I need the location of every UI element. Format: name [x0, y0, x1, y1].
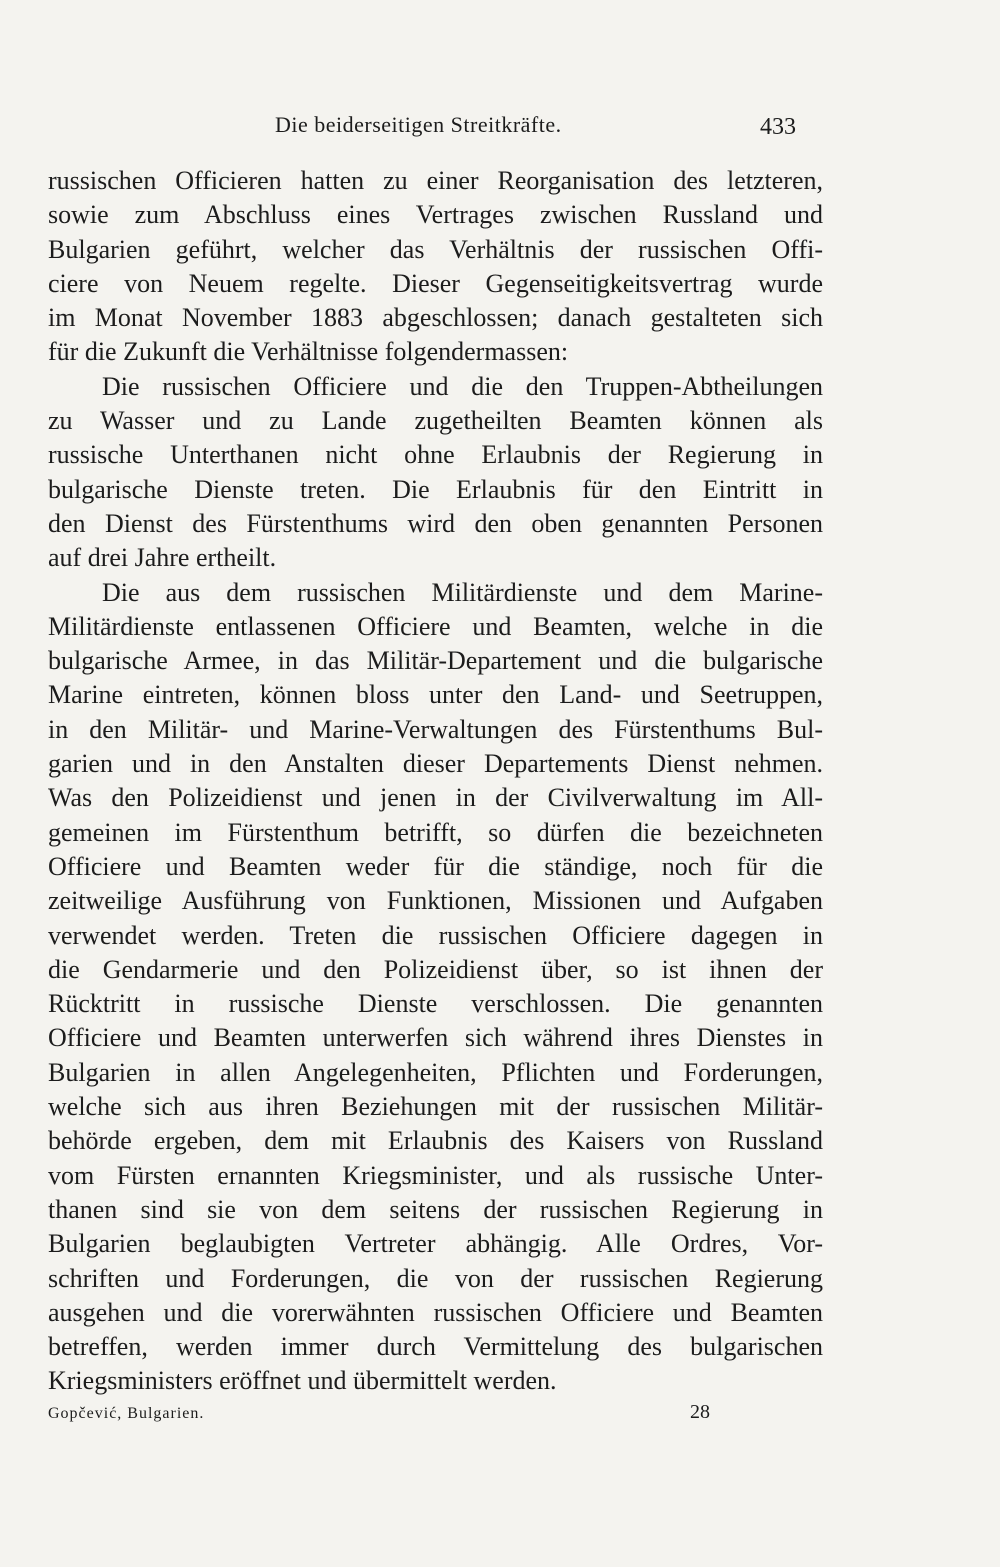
- text-line: Kriegsministers eröffnet und übermittelt werden.: [48, 1366, 557, 1396]
- text-line: Officiere und Beamten unterwerfen sich während ihres Dienstes in: [48, 1023, 823, 1053]
- text-line: bulgarische Dienste treten. Die Erlaubnis für den Eintritt in: [48, 474, 823, 504]
- text-line: Bulgarien geführt, welcher das Verhältnis der russischen Offi-: [48, 234, 823, 264]
- text-line: verwendet werden. Treten die russischen Officiere dagegen in: [48, 920, 823, 950]
- text-line: Was den Polizeidienst und jenen in der Civilverwaltung im All-: [48, 783, 823, 813]
- body-text: [48, 164, 823, 1399]
- text-line: gemeinen im Fürstenthum betrifft, so dürfen die bezeichneten: [48, 817, 823, 847]
- page-number: 433: [760, 114, 796, 140]
- text-line: vom Fürsten ernannten Kriegsminister, und als russische Unter-: [48, 1160, 823, 1190]
- text-line: Die aus dem russischen Militärdienste und dem Marine-: [102, 577, 823, 607]
- text-line: schriften und Forderungen, die von der russischen Regierung: [48, 1263, 823, 1293]
- text-line: die Gendarmerie und den Polizeidienst über, so ist ihnen der: [48, 954, 823, 984]
- text-line: betreffen, werden immer durch Vermittelung des bulgarischen: [48, 1332, 823, 1362]
- text-line: Die russischen Officiere und die den Truppen-Abtheilungen: [102, 371, 823, 401]
- text-line: in den Militär- und Marine-Verwaltungen des Fürstenthums Bul-: [48, 714, 823, 744]
- text-line: zu Wasser und zu Lande zugetheilten Beamten können als: [48, 406, 823, 436]
- text-line: ausgehen und die vorerwähnten russischen Officiere und Beamten: [48, 1297, 823, 1327]
- text-line: russische Unterthanen nicht ohne Erlaubnis der Regierung in: [48, 440, 823, 470]
- text-line: im Monat November 1883 abgeschlossen; danach gestalteten sich: [48, 303, 823, 333]
- text-line: Bulgarien in allen Angelegenheiten, Pflichten und Forderungen,: [48, 1057, 823, 1087]
- text-line: ciere von Neuem regelte. Dieser Gegenseitigkeitsvertrag wurde: [48, 268, 823, 298]
- text-line: auf drei Jahre ertheilt.: [48, 543, 277, 573]
- text-line: Bulgarien beglaubigten Vertreter abhängig. Alle Ordres, Vor-: [48, 1229, 823, 1259]
- text-line: sowie zum Abschluss eines Vertrages zwischen Russland und: [48, 200, 823, 230]
- text-line: Rücktritt in russische Dienste verschlossen. Die genannten: [48, 989, 823, 1019]
- text-line: Militärdienste entlassenen Officiere und Beamten, welche in die: [48, 611, 823, 641]
- text-line: Marine eintreten, können bloss unter den Land- und Seetruppen,: [48, 680, 823, 710]
- text-line: behörde ergeben, dem mit Erlaubnis des Kaisers von Russland: [48, 1126, 823, 1156]
- running-head: Die beiderseitigen Streitkräfte.: [275, 112, 562, 137]
- text-line: den Dienst des Fürstenthums wird den oben genannten Personen: [48, 508, 823, 538]
- text-line: zeitweilige Ausführung von Funktionen, Missionen und Aufgaben: [48, 886, 823, 916]
- text-line: russischen Officieren hatten zu einer Reorganisation des letzteren,: [48, 166, 823, 195]
- text-line: für die Zukunft die Verhältnisse folgendermassen:: [48, 337, 569, 367]
- text-line: welche sich aus ihren Beziehungen mit der russischen Militär-: [48, 1092, 823, 1122]
- signature-mark: 28: [690, 1401, 710, 1423]
- text-line: thanen sind sie von dem seitens der russischen Regierung in: [48, 1194, 823, 1224]
- text-line: garien und in den Anstalten dieser Departements Dienst nehmen.: [48, 749, 823, 779]
- text-line: bulgarische Armee, in das Militär-Departement und die bulgarische: [48, 646, 823, 676]
- text-line: Officiere und Beamten weder für die ständige, noch für die: [48, 851, 823, 881]
- footer-author-title: Gopčević, Bulgarien.: [48, 1405, 205, 1422]
